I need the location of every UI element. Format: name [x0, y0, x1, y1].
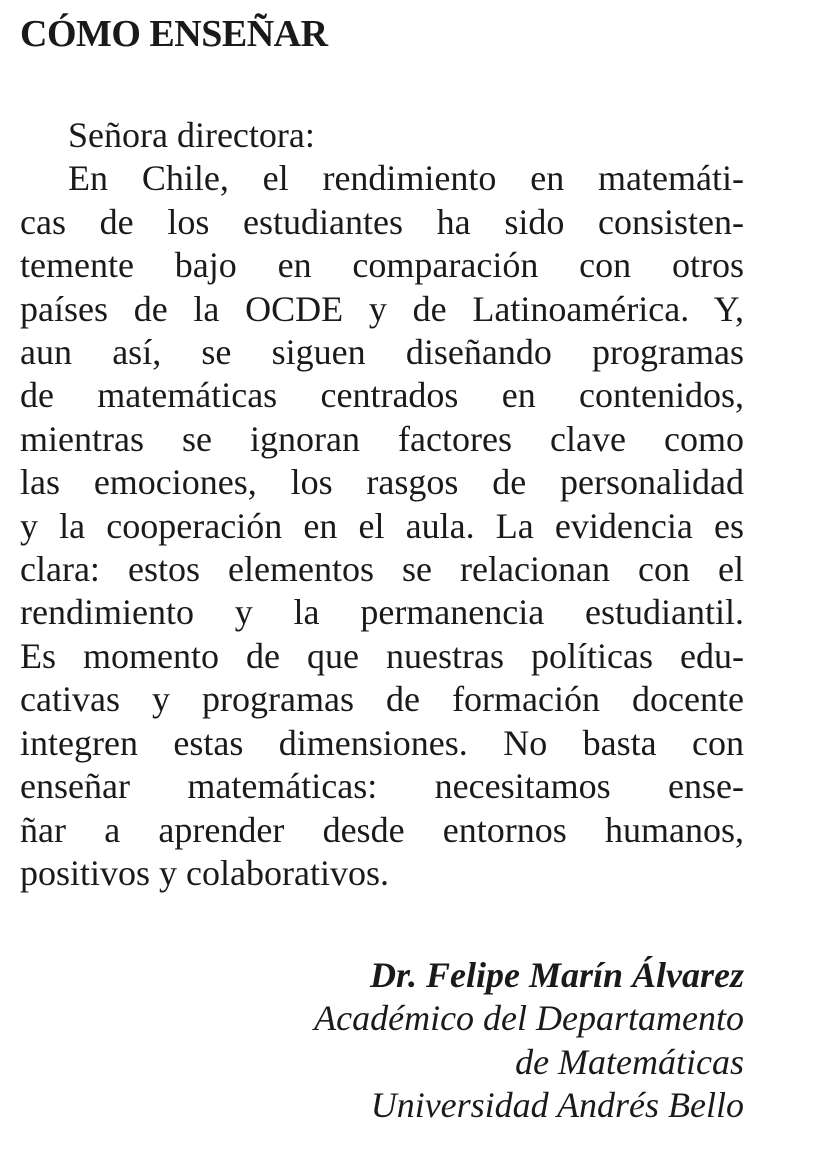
body-line: rendimiento y la permanencia estudiantil.: [20, 592, 744, 633]
body-line: y la cooperación en el aula. La evidencia es: [20, 505, 744, 546]
body-line: En Chile, el rendimiento en matemáti-: [68, 158, 744, 199]
body-line: enseñar matemáticas: necesitamos ense-: [20, 766, 744, 807]
signature-block: [314, 954, 744, 1128]
salutation: Señora directora:: [68, 115, 315, 155]
letter-body: [20, 114, 744, 895]
body-line: temente bajo en comparación con otros: [20, 245, 744, 286]
body-line: cativas y programas de formación docente: [20, 679, 744, 720]
author-institution: Universidad Andrés Bello: [370, 1085, 744, 1126]
author-name: Dr. Felipe Marín Álvarez: [369, 955, 744, 995]
body-line: las emociones, los rasgos de personalidad: [20, 462, 744, 503]
body-line: positivos y colaborativos.: [20, 852, 389, 893]
body-line: países de la OCDE y de Latinoamérica. Y,: [20, 288, 744, 329]
letter-page: [20, 12, 744, 1126]
body-line: integren estas dimensiones. No basta con: [20, 722, 744, 763]
body-line: cas de los estudiantes ha sido consisten-: [20, 201, 744, 242]
headline: CÓMO ENSEÑAR: [20, 13, 328, 55]
body-line: mientras se ignoran factores clave como: [20, 418, 744, 459]
body-line: aun así, se siguen diseñando programas: [20, 332, 744, 373]
author-title: Académico del Departamento: [314, 998, 744, 1039]
body-line: de matemáticas centrados en contenidos,: [20, 375, 744, 416]
body-line: clara: estos elementos se relacionan con el: [20, 549, 744, 590]
body-line: ñar a aprender desde entornos humanos,: [20, 809, 744, 850]
body-line: Es momento de que nuestras políticas edu-: [20, 635, 744, 676]
author-department: de Matemáticas: [515, 1041, 744, 1082]
